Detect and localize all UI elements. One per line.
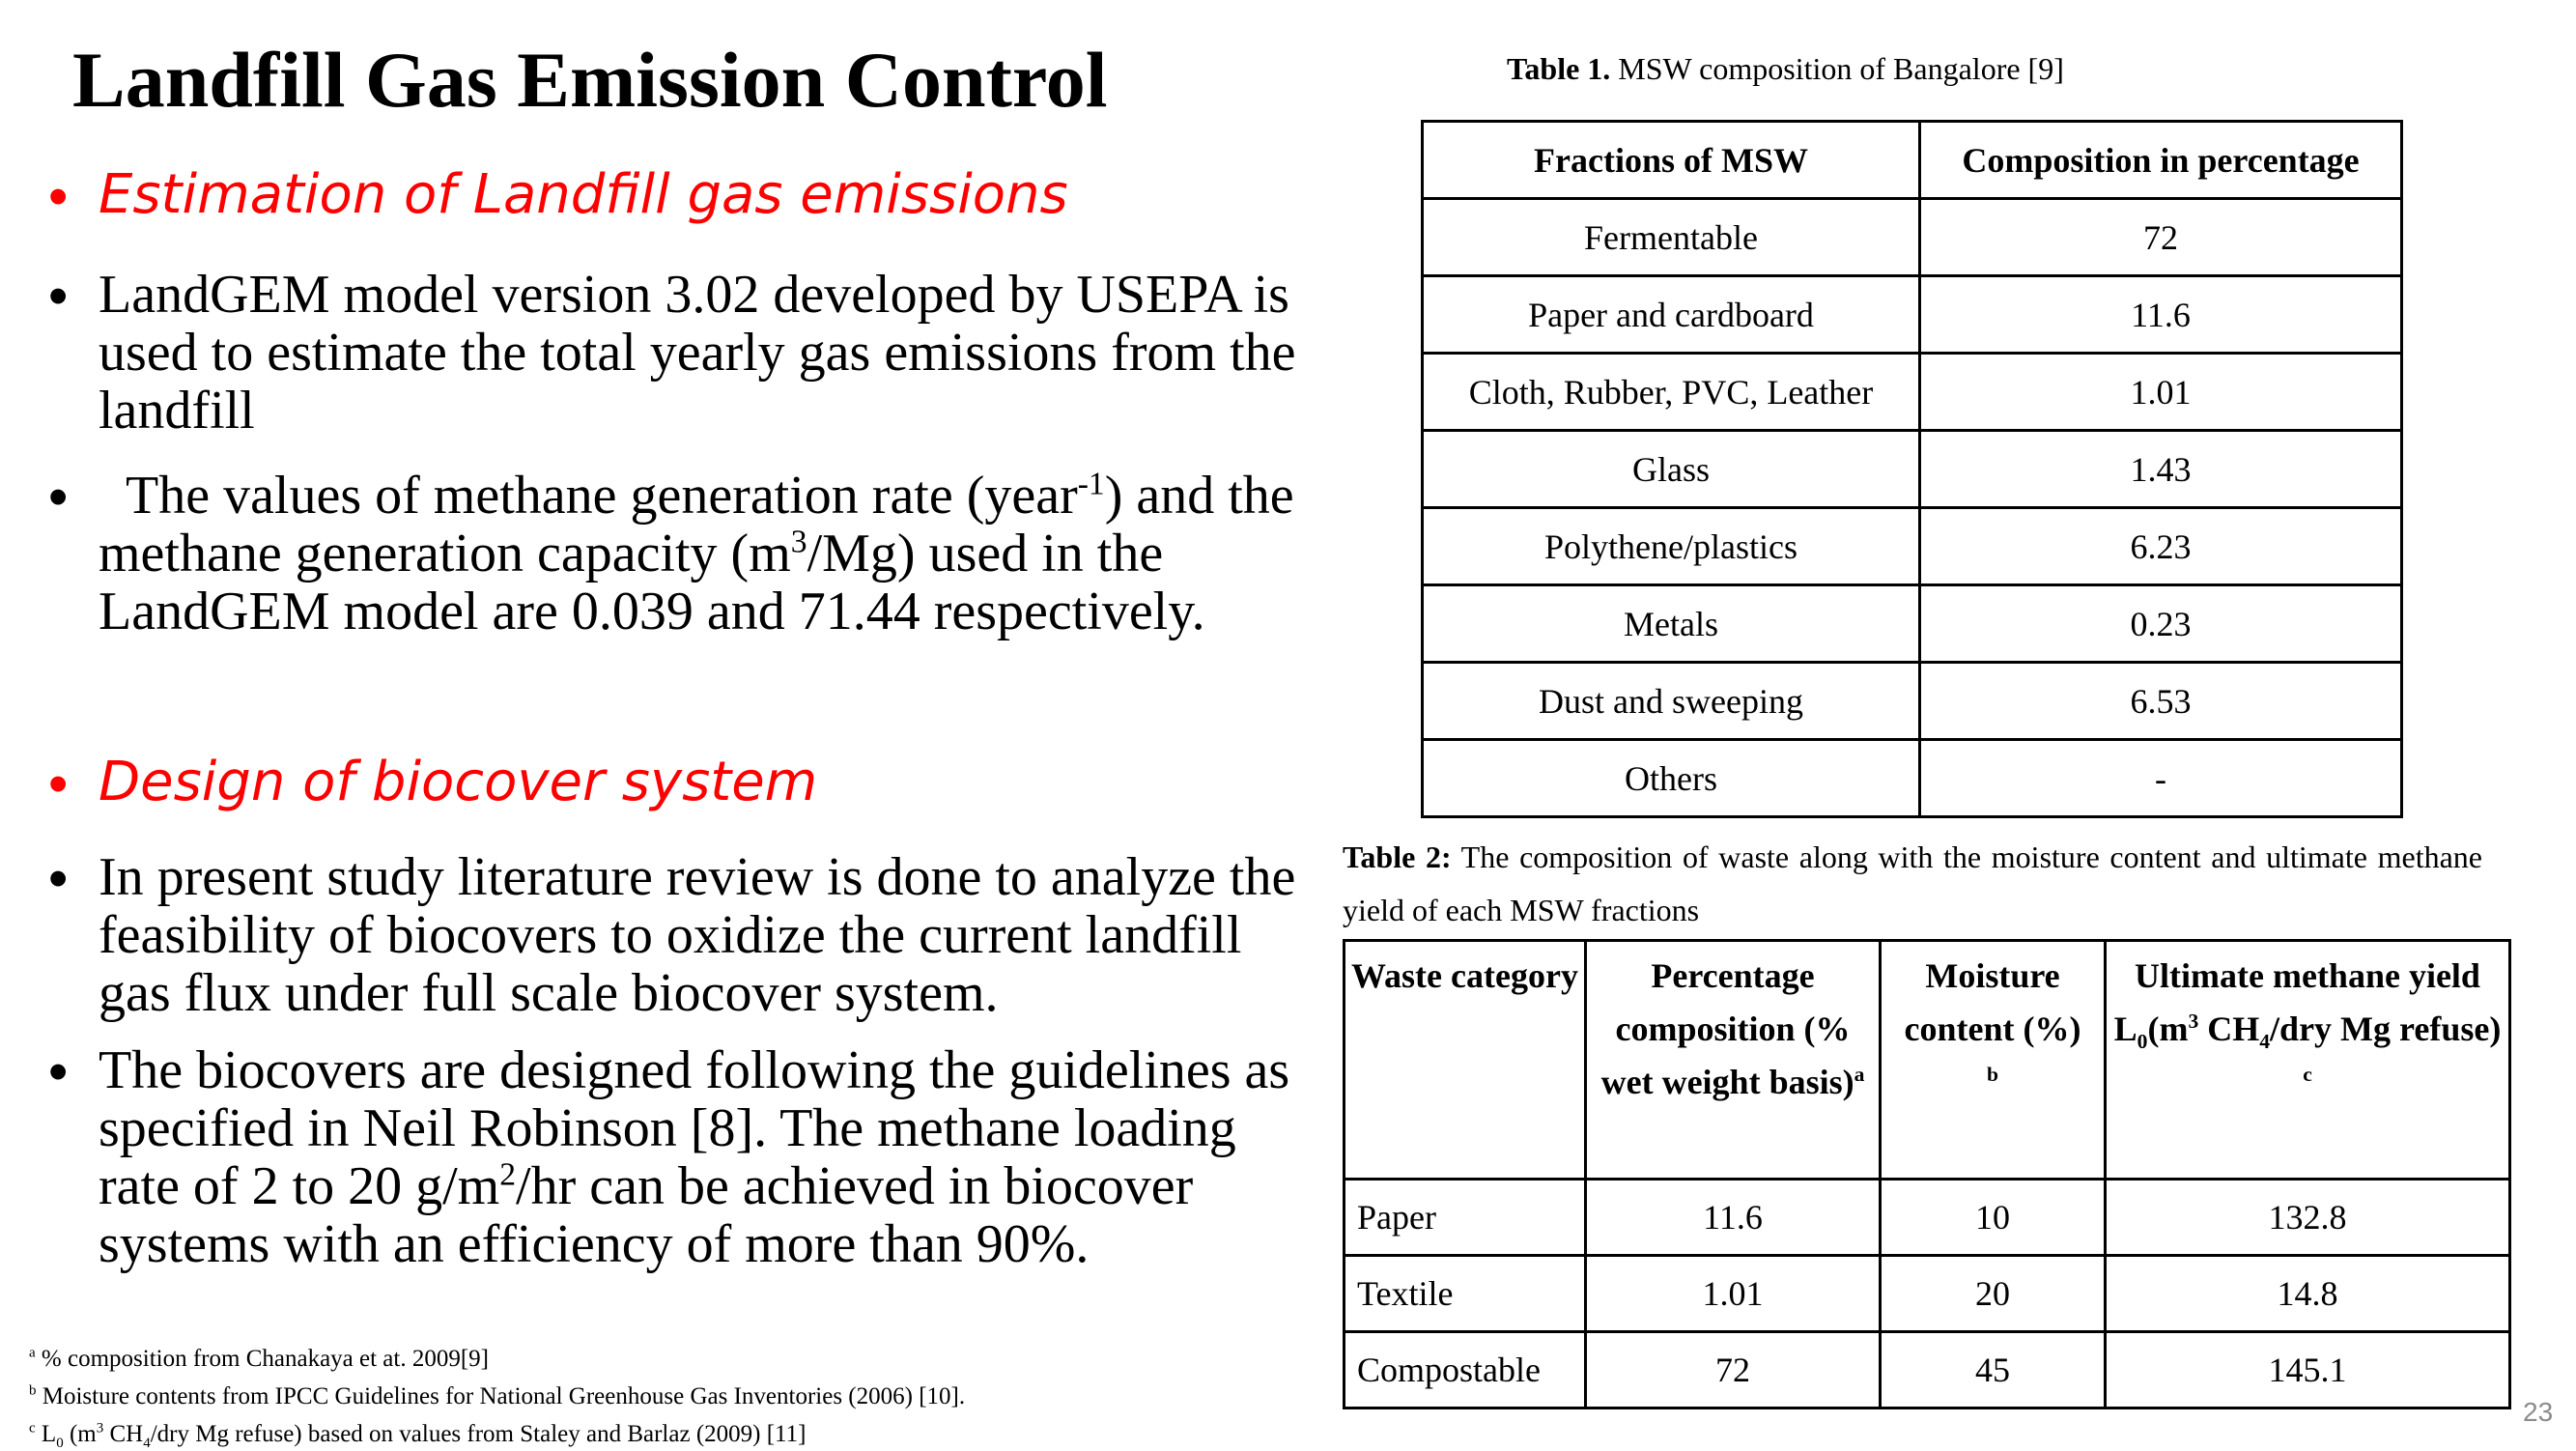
table2-caption: Table 2: The composition of waste along with the moisture content and ultimate methane yield of each MSW fractions: [1343, 839, 2483, 927]
table-cell: 6.23: [1920, 508, 2402, 585]
table-cell: 0.23: [1920, 585, 2402, 663]
table-row: [1423, 276, 2402, 354]
table-cell: Dust and sweeping: [1423, 663, 1920, 740]
table-header-row: [1423, 122, 2402, 199]
table-header-cell: Fractions of MSW: [1423, 122, 1920, 199]
footnote-c: $^c$ $L_0$ ($m^3$ $CH_4$/dry Mg refuse) based on values from Staley and Barlaz (2009) [11]: [29, 1420, 807, 1451]
table-cell: 132.8: [2106, 1180, 2510, 1256]
table-cell: 1.01: [1586, 1256, 1881, 1332]
table-cell: 11.6: [1586, 1180, 1881, 1256]
table-cell: 20: [1881, 1256, 2106, 1332]
bullet-icon: •: [48, 753, 69, 815]
bullet-icon: •: [48, 847, 69, 910]
table-header-cell: Waste category: [1345, 941, 1586, 1180]
footnote-a: $^a$ % composition from Chanakaya et at. 2009[9]: [29, 1345, 489, 1372]
table-cell: 14.8: [2106, 1256, 2510, 1332]
table-row: [1423, 354, 2402, 431]
table-cell: Compostable: [1345, 1332, 1586, 1408]
table-cell: Fermentable: [1423, 199, 1920, 276]
bullet-icon: •: [48, 265, 69, 327]
table-row: [1345, 1256, 2510, 1332]
table-cell: Paper and cardboard: [1423, 276, 1920, 354]
table-msw-composition: [1421, 120, 2403, 818]
table-cell: 45: [1881, 1332, 2106, 1408]
table-cell: Paper: [1345, 1180, 1586, 1256]
table-cell: 11.6: [1920, 276, 2402, 354]
table-row: [1423, 508, 2402, 585]
table-header-cell: Ultimate methane yield $L_0(m^3$ $CH_4$/dry Mg refuse) $^c$: [2106, 941, 2510, 1180]
table-row: [1345, 1332, 2510, 1408]
table-header-cell: Percentage composition (% wet weight basis)$^a$: [1586, 941, 1881, 1180]
table-row: [1345, 1180, 2510, 1256]
table-row: [1423, 199, 2402, 276]
biocover-guidelines-text: The biocovers are designed following the guidelines as specified in Neil Robinson [8]. The methane loading rate of 2 to 20 $g/m^2/hr$ can be achieved in biocover systems with an efficiency of more than 90%.: [99, 1040, 1290, 1274]
table-cell: -: [1920, 740, 2402, 817]
bullet-icon: •: [48, 466, 69, 528]
table1-caption: Table 1. MSW composition of Bangalore [9]: [1507, 51, 2064, 86]
table-header-cell: Composition in percentage: [1920, 122, 2402, 199]
table-cell: Metals: [1423, 585, 1920, 663]
table-cell: Others: [1423, 740, 1920, 817]
table-cell: 72: [1586, 1332, 1881, 1408]
table-cell: 6.53: [1920, 663, 2402, 740]
table-row: [1423, 663, 2402, 740]
table-cell: Glass: [1423, 431, 1920, 508]
methane-values-text: The values of methane generation rate (year$^{-1}$) and the methane generation capacity $(m^3/Mg)$ used in the LandGEM model are 0.039 and 71.44 respectively.: [99, 466, 1308, 641]
table-row: [1423, 431, 2402, 508]
table-header-row: [1345, 941, 2510, 1180]
slide-title: Landfill Gas Emission Control: [72, 36, 1108, 124]
table-waste-composition: [1343, 939, 2511, 1409]
table-cell: Cloth, Rubber, PVC, Leather: [1423, 354, 1920, 431]
table-cell: 145.1: [2106, 1332, 2510, 1408]
table-cell: 1.43: [1920, 431, 2402, 508]
table-row: [1423, 740, 2402, 817]
table-cell: 1.01: [1920, 354, 2402, 431]
table-row: [1423, 585, 2402, 663]
footnote-b: $^b$ Moisture contents from IPCC Guidelines for National Greenhouse Gas Inventories (2006) [10].: [29, 1382, 966, 1409]
table-header-cell: Moisture content (%) $^b$: [1881, 941, 2106, 1180]
table-cell: 10: [1881, 1180, 2106, 1256]
bullet-icon: •: [48, 165, 69, 228]
table-cell: Textile: [1345, 1256, 1586, 1332]
table-cell: Polythene/plastics: [1423, 508, 1920, 585]
table-cell: 72: [1920, 199, 2402, 276]
page-number: 23: [2523, 1397, 2554, 1427]
bullet-icon: •: [48, 1040, 69, 1103]
